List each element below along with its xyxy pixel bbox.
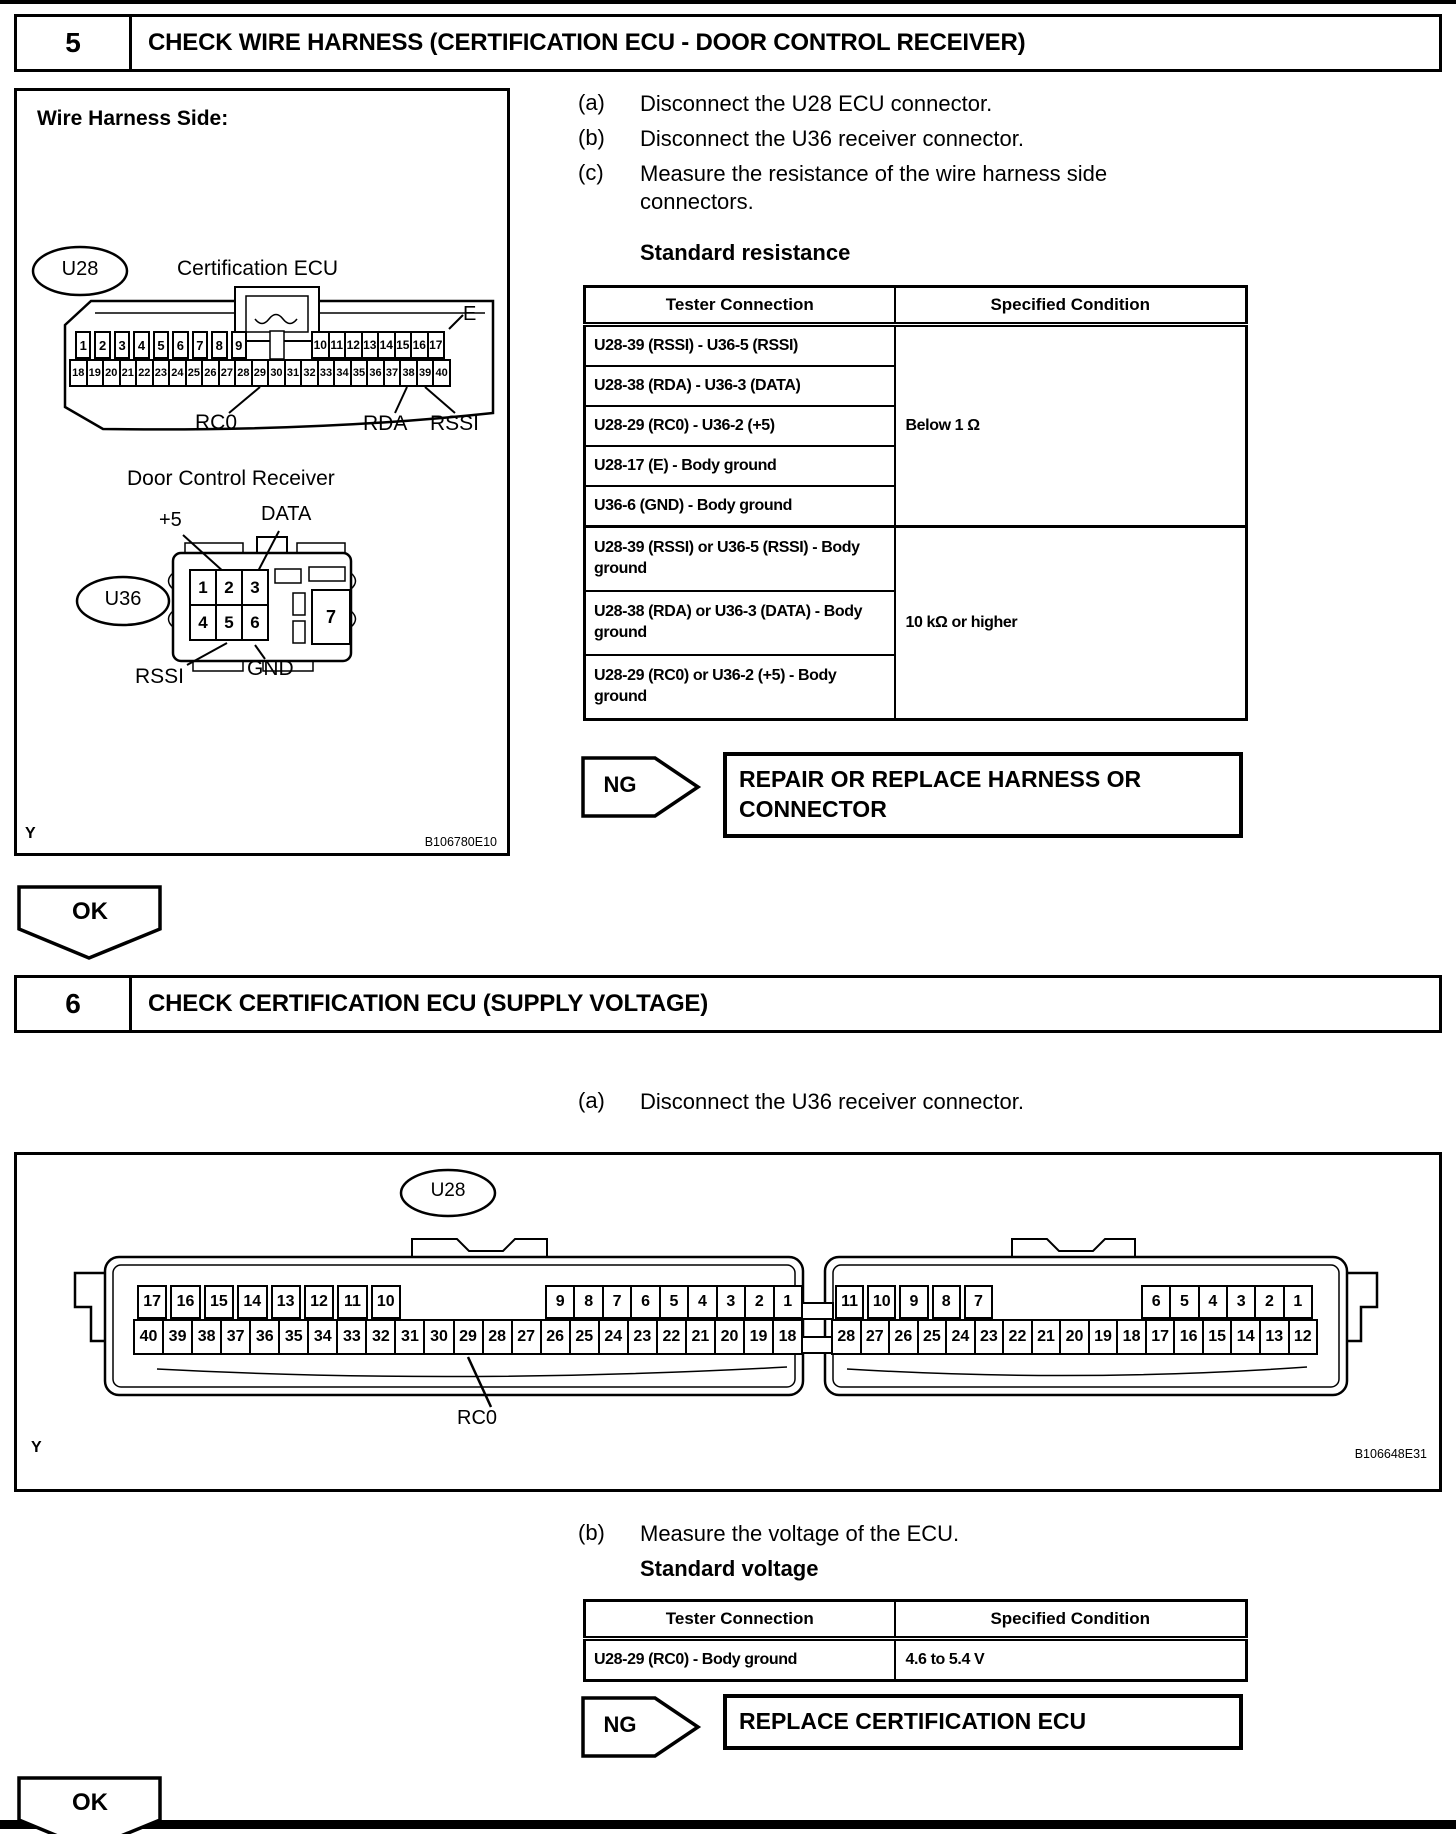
pin-cell: 26 xyxy=(888,1319,919,1355)
tester-connection-cell: U28-38 (RDA) - U36-3 (DATA) xyxy=(585,366,895,406)
step5-header xyxy=(14,14,1442,72)
figure-corner-mark: Y xyxy=(31,1439,42,1456)
pin-cell: 3 xyxy=(241,569,269,606)
pin-cell: 4 xyxy=(189,604,217,641)
pin-cell: 31 xyxy=(284,359,303,387)
figure-corner-mark: Y xyxy=(25,825,36,842)
instruction-b xyxy=(578,125,1218,153)
pin-rc0-label: RC0 xyxy=(457,1407,498,1429)
pin-cell: 2 xyxy=(1254,1285,1284,1319)
step5-title: CHECK WIRE HARNESS (CERTIFICATION ECU - DOOR CONTROL RECEIVER) xyxy=(148,29,1026,56)
step6-instruction-b xyxy=(578,1520,1218,1555)
standard-resistance-heading: Standard resistance xyxy=(640,240,851,265)
table-row xyxy=(585,325,1247,367)
instruction-a-text: Disconnect the U36 receiver connector. xyxy=(640,1089,1024,1114)
ng-action-box: REPAIR OR REPLACE HARNESS OR CONNECTOR xyxy=(723,752,1243,838)
pin-cell: 3 xyxy=(114,331,130,359)
pin-cell: 2 xyxy=(215,569,243,606)
u28-left-bottom-row xyxy=(133,1319,803,1355)
pin-cell: 21 xyxy=(685,1319,716,1355)
pin-e-label: E xyxy=(463,303,477,325)
pin-cell: 4 xyxy=(1198,1285,1228,1319)
pin-cell: 32 xyxy=(300,359,319,387)
voltage-table xyxy=(583,1599,1248,1682)
pin-cell: 32 xyxy=(365,1319,396,1355)
pin-cell: 4 xyxy=(687,1285,717,1319)
col-specified-condition: Specified Condition xyxy=(895,1601,1247,1639)
figure-heading: Wire Harness Side: xyxy=(37,107,229,130)
pin-cell: 16 xyxy=(1173,1319,1204,1355)
pin-cell: 2 xyxy=(94,331,110,359)
step6-instruction-a xyxy=(578,1088,1218,1123)
ng-label: NG xyxy=(603,772,637,797)
pin-cell: 38 xyxy=(399,359,418,387)
pin-cell: 21 xyxy=(1031,1319,1062,1355)
instruction-c-label: (c) xyxy=(578,160,604,186)
ok-label: OK xyxy=(72,1789,108,1816)
pin-cell: 9 xyxy=(545,1285,575,1319)
pin-cell: 20 xyxy=(1059,1319,1090,1355)
pin-gnd-label: GND xyxy=(247,657,294,680)
bottom-rule xyxy=(0,1820,1456,1829)
pin-cell: 17 xyxy=(427,331,446,359)
pin-cell: 23 xyxy=(152,359,171,387)
instruction-b-text: Measure the voltage of the ECU. xyxy=(640,1521,960,1546)
pin-cell: 11 xyxy=(328,331,347,359)
u28-connector-id: U28 xyxy=(61,258,99,280)
pin-cell: 28 xyxy=(831,1319,862,1355)
u28-ecu-connector-figure xyxy=(14,1152,1442,1492)
step5-number: 5 xyxy=(17,17,132,69)
instruction-c xyxy=(578,160,1218,216)
pin-cell: 4 xyxy=(133,331,149,359)
condition-below-1-ohm: Below 1 Ω xyxy=(895,325,1247,527)
instruction-b-text: Disconnect the U36 receiver connector. xyxy=(640,126,1024,152)
pin-cell: 40 xyxy=(432,359,451,387)
wire-harness-figure xyxy=(14,88,510,856)
pin-cell: 37 xyxy=(383,359,402,387)
pin-cell: 15 xyxy=(394,331,413,359)
pin-cell: 30 xyxy=(267,359,286,387)
pin-cell: 20 xyxy=(102,359,121,387)
pin-cell: 12 xyxy=(304,1285,334,1319)
pin-cell: 22 xyxy=(656,1319,687,1355)
u28-right-bottom-row xyxy=(831,1319,1318,1355)
figure-code: B106780E10 xyxy=(424,835,497,849)
pin-cell: 39 xyxy=(416,359,435,387)
pin-cell: 35 xyxy=(350,359,369,387)
u28-pin-row-top-right xyxy=(311,331,445,359)
step6-header xyxy=(14,975,1442,1033)
pin-cell: 33 xyxy=(317,359,336,387)
pin-rssi-label: RSSI xyxy=(430,412,480,435)
u28-pin-row-top-left xyxy=(75,331,247,359)
pin-cell: 26 xyxy=(540,1319,571,1355)
certification-ecu-label: Certification ECU xyxy=(177,257,339,280)
pin-cell: 39 xyxy=(162,1319,193,1355)
instruction-a-text: Disconnect the U28 ECU connector. xyxy=(640,91,993,116)
pin-cell: 7 xyxy=(964,1285,993,1319)
pin-cell: 16 xyxy=(410,331,429,359)
instruction-c-text: Measure the resistance of the wire harness side connectors. xyxy=(640,161,1108,215)
pin-cell: 6 xyxy=(172,331,188,359)
pin-cell: 27 xyxy=(860,1319,891,1355)
ok-label: OK xyxy=(72,898,108,925)
pin-cell: 6 xyxy=(241,604,269,641)
instruction-a-label: (a) xyxy=(578,90,605,115)
instruction-a-label: (a) xyxy=(578,1088,605,1113)
pin-cell: 25 xyxy=(569,1319,600,1355)
pin-cell: 2 xyxy=(744,1285,774,1319)
pin-cell: 22 xyxy=(135,359,154,387)
pin-cell: 18 xyxy=(69,359,88,387)
condition-cell: 4.6 to 5.4 V xyxy=(895,1639,1247,1681)
pin-cell: 35 xyxy=(278,1319,309,1355)
u36-pin-row-top xyxy=(189,569,269,606)
u36-pin-7: 7 xyxy=(311,589,351,645)
pin-cell: 29 xyxy=(251,359,270,387)
pin-cell: 9 xyxy=(899,1285,928,1319)
tester-connection-cell: U28-29 (RC0) - U36-2 (+5) xyxy=(585,406,895,446)
pin-cell: 1 xyxy=(189,569,217,606)
pin-cell: 19 xyxy=(86,359,105,387)
door-control-receiver-label: Door Control Receiver xyxy=(127,467,335,490)
pin-cell: 10 xyxy=(371,1285,401,1319)
pin-cell: 12 xyxy=(344,331,363,359)
pin-cell: 1 xyxy=(75,331,91,359)
pin-cell: 17 xyxy=(137,1285,167,1319)
pin-cell: 33 xyxy=(336,1319,367,1355)
pin-cell: 10 xyxy=(311,331,330,359)
pin-cell: 1 xyxy=(1283,1285,1313,1319)
ng-action-box: REPLACE CERTIFICATION ECU xyxy=(723,1694,1243,1750)
pin-cell: 17 xyxy=(1145,1319,1176,1355)
u28-connector-id: U28 xyxy=(430,1180,466,1201)
pin-rssi2-label: RSSI xyxy=(135,665,185,688)
pin-cell: 6 xyxy=(630,1285,660,1319)
pin-cell: 8 xyxy=(211,331,227,359)
pin-cell: 11 xyxy=(835,1285,864,1319)
step6-number: 6 xyxy=(17,978,132,1030)
pin-cell: 3 xyxy=(1226,1285,1256,1319)
col-specified-condition: Specified Condition xyxy=(895,287,1247,325)
tester-connection-cell: U28-38 (RDA) or U36-3 (DATA) - Body ground xyxy=(585,591,895,655)
instruction-a xyxy=(578,90,1218,118)
step5-instructions xyxy=(578,90,1218,224)
pin-cell: 9 xyxy=(231,331,247,359)
pin-cell: 31 xyxy=(394,1319,425,1355)
u28-pin-row-bottom xyxy=(69,359,451,387)
pin-cell: 12 xyxy=(1288,1319,1319,1355)
pin-cell: 20 xyxy=(714,1319,745,1355)
pin-rda-label: RDA xyxy=(363,412,408,435)
table-row xyxy=(585,1639,1247,1681)
pin-cell: 24 xyxy=(598,1319,629,1355)
pin-cell: 27 xyxy=(511,1319,542,1355)
ng-label: NG xyxy=(603,1712,637,1737)
u36-pin-row-bottom xyxy=(189,604,269,641)
pin-cell: 14 xyxy=(377,331,396,359)
tester-connection-cell: U28-29 (RC0) - Body ground xyxy=(585,1639,895,1681)
pin-cell: 5 xyxy=(153,331,169,359)
pin-cell: 6 xyxy=(1141,1285,1171,1319)
pin-cell: 18 xyxy=(772,1319,803,1355)
pin-cell: 19 xyxy=(743,1319,774,1355)
pin-cell: 21 xyxy=(119,359,138,387)
pin-cell: 7 xyxy=(192,331,208,359)
col-tester-connection: Tester Connection xyxy=(585,1601,895,1639)
u28-right-top-row-a xyxy=(835,1285,993,1319)
pin-cell: 14 xyxy=(1230,1319,1261,1355)
standard-voltage-heading: Standard voltage xyxy=(640,1556,819,1581)
tester-connection-cell: U28-29 (RC0) or U36-2 (+5) - Body ground xyxy=(585,655,895,720)
u28-left-top-row-b xyxy=(545,1285,803,1319)
u28-right-top-row-b xyxy=(1141,1285,1313,1319)
pin-cell: 28 xyxy=(482,1319,513,1355)
pin-cell: 25 xyxy=(185,359,204,387)
pin-cell: 36 xyxy=(366,359,385,387)
pin-cell: 40 xyxy=(133,1319,164,1355)
figure-code: B106648E31 xyxy=(1354,1447,1427,1461)
pin-cell: 25 xyxy=(917,1319,948,1355)
pin-cell: 27 xyxy=(218,359,237,387)
pin-cell: 18 xyxy=(1116,1319,1147,1355)
pin-cell: 28 xyxy=(234,359,253,387)
top-rule xyxy=(0,0,1456,4)
pin-rc0-label: RC0 xyxy=(195,411,238,434)
pin-cell: 38 xyxy=(191,1319,222,1355)
condition-10kohm-or-higher: 10 kΩ or higher xyxy=(895,527,1247,720)
pin-cell: 30 xyxy=(423,1319,454,1355)
pin-cell: 13 xyxy=(361,331,380,359)
pin-cell: 8 xyxy=(573,1285,603,1319)
tester-connection-cell: U28-39 (RSSI) or U36-5 (RSSI) - Body ground xyxy=(585,527,895,592)
pin-cell: 16 xyxy=(170,1285,200,1319)
instruction-b-label: (b) xyxy=(578,125,605,151)
pin-plus5-label: +5 xyxy=(159,509,182,531)
pin-cell: 36 xyxy=(249,1319,280,1355)
pin-cell: 5 xyxy=(1169,1285,1199,1319)
pin-cell: 34 xyxy=(333,359,352,387)
pin-cell: 5 xyxy=(215,604,243,641)
pin-cell: 15 xyxy=(204,1285,234,1319)
pin-cell: 22 xyxy=(1002,1319,1033,1355)
pin-data-label: DATA xyxy=(261,503,312,525)
tester-connection-cell: U36-6 (GND) - Body ground xyxy=(585,486,895,527)
tester-connection-cell: U28-39 (RSSI) - U36-5 (RSSI) xyxy=(585,325,895,367)
pin-cell: 26 xyxy=(201,359,220,387)
pin-cell: 29 xyxy=(453,1319,484,1355)
col-tester-connection: Tester Connection xyxy=(585,287,895,325)
pin-cell: 10 xyxy=(867,1285,896,1319)
tester-connection-cell: U28-17 (E) - Body ground xyxy=(585,446,895,486)
pin-cell: 24 xyxy=(168,359,187,387)
pin-cell: 23 xyxy=(974,1319,1005,1355)
pin-cell: 7 xyxy=(602,1285,632,1319)
pin-cell: 13 xyxy=(271,1285,301,1319)
instruction-b-label: (b) xyxy=(578,1520,605,1545)
pin-cell: 5 xyxy=(659,1285,689,1319)
u36-connector-id: U36 xyxy=(104,588,142,610)
pin-cell: 14 xyxy=(237,1285,267,1319)
pin-cell: 19 xyxy=(1088,1319,1119,1355)
pin-cell: 11 xyxy=(337,1285,367,1319)
u28-left-top-row-a xyxy=(137,1285,401,1319)
table-row xyxy=(585,527,1247,592)
pin-cell: 37 xyxy=(220,1319,251,1355)
pin-cell: 24 xyxy=(945,1319,976,1355)
pin-cell: 34 xyxy=(307,1319,338,1355)
pin-cell: 23 xyxy=(627,1319,658,1355)
resistance-table xyxy=(583,285,1248,721)
pin-cell: 1 xyxy=(773,1285,803,1319)
pin-cell: 15 xyxy=(1202,1319,1233,1355)
pin-cell: 8 xyxy=(932,1285,961,1319)
pin-cell: 3 xyxy=(716,1285,746,1319)
pin-cell: 13 xyxy=(1259,1319,1290,1355)
step6-title: CHECK CERTIFICATION ECU (SUPPLY VOLTAGE) xyxy=(148,990,709,1017)
